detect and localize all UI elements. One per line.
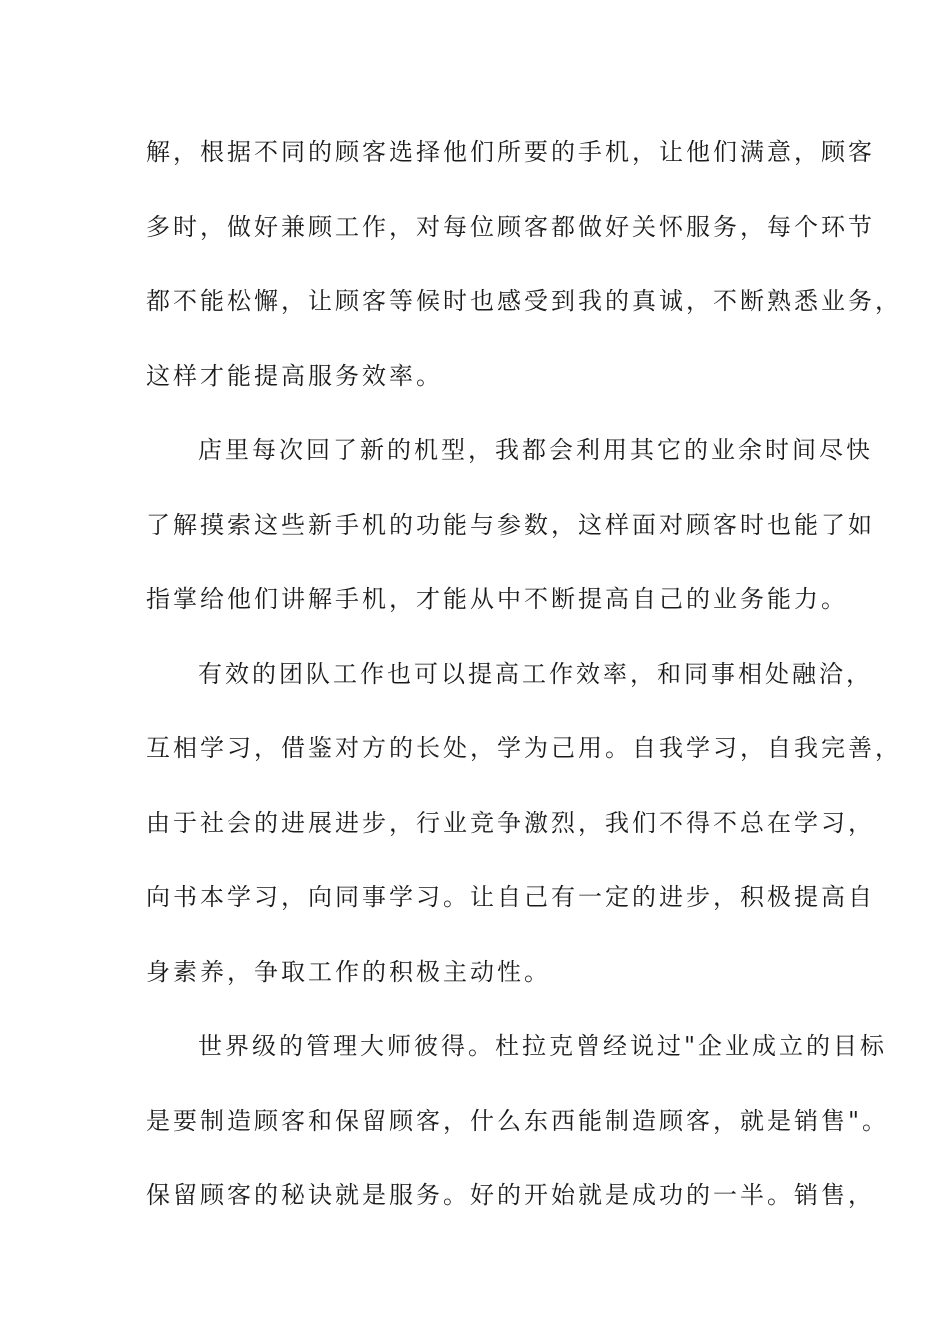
text-line: 多时，做好兼顾工作，对每位顾客都做好关怀服务，每个环节 xyxy=(146,212,875,241)
paragraph-first-line: 店里每次回了新的机型，我都会利用其它的业余时间尽快 xyxy=(198,436,873,464)
text-line: 解，根据不同的顾客选择他们所要的手机，让他们满意，顾客 xyxy=(146,138,875,166)
text-line: 了解摸索这些新手机的功能与参数，这样面对顾客时也能了如 xyxy=(146,510,875,539)
text-line: 保留顾客的秘诀就是服务。好的开始就是成功的一半。销售， xyxy=(146,1181,875,1209)
text-line: 指掌给他们讲解手机，才能从中不断提高自己的业务能力。 xyxy=(146,585,848,613)
paragraph-first-line: 世界级的管理大师彼得。杜拉克曾经说过"企业成立的目标 xyxy=(198,1032,888,1060)
text-line: 向书本学习，向同事学习。让自己有一定的进步，积极提高自 xyxy=(146,883,875,911)
body-text xyxy=(146,128,902,1246)
text-line: 由于社会的进展进步，行业竞争激烈，我们不得不总在学习， xyxy=(146,808,875,837)
text-line: 是要制造顾客和保留顾客，什么东西能制造顾客，就是销售"。 xyxy=(146,1106,890,1135)
text-line: 都不能松懈，让顾客等候时也感受到我的真诚，不断熟悉业务， xyxy=(146,287,902,315)
text-line: 身素养，争取工作的积极主动性。 xyxy=(146,957,551,986)
paragraph-first-line: 有效的团队工作也可以提高工作效率，和同事相处融洽， xyxy=(198,659,873,688)
text-line: 互相学习，借鉴对方的长处，学为己用。自我学习，自我完善， xyxy=(146,734,902,762)
text-line: 这样才能提高服务效率。 xyxy=(146,361,443,390)
